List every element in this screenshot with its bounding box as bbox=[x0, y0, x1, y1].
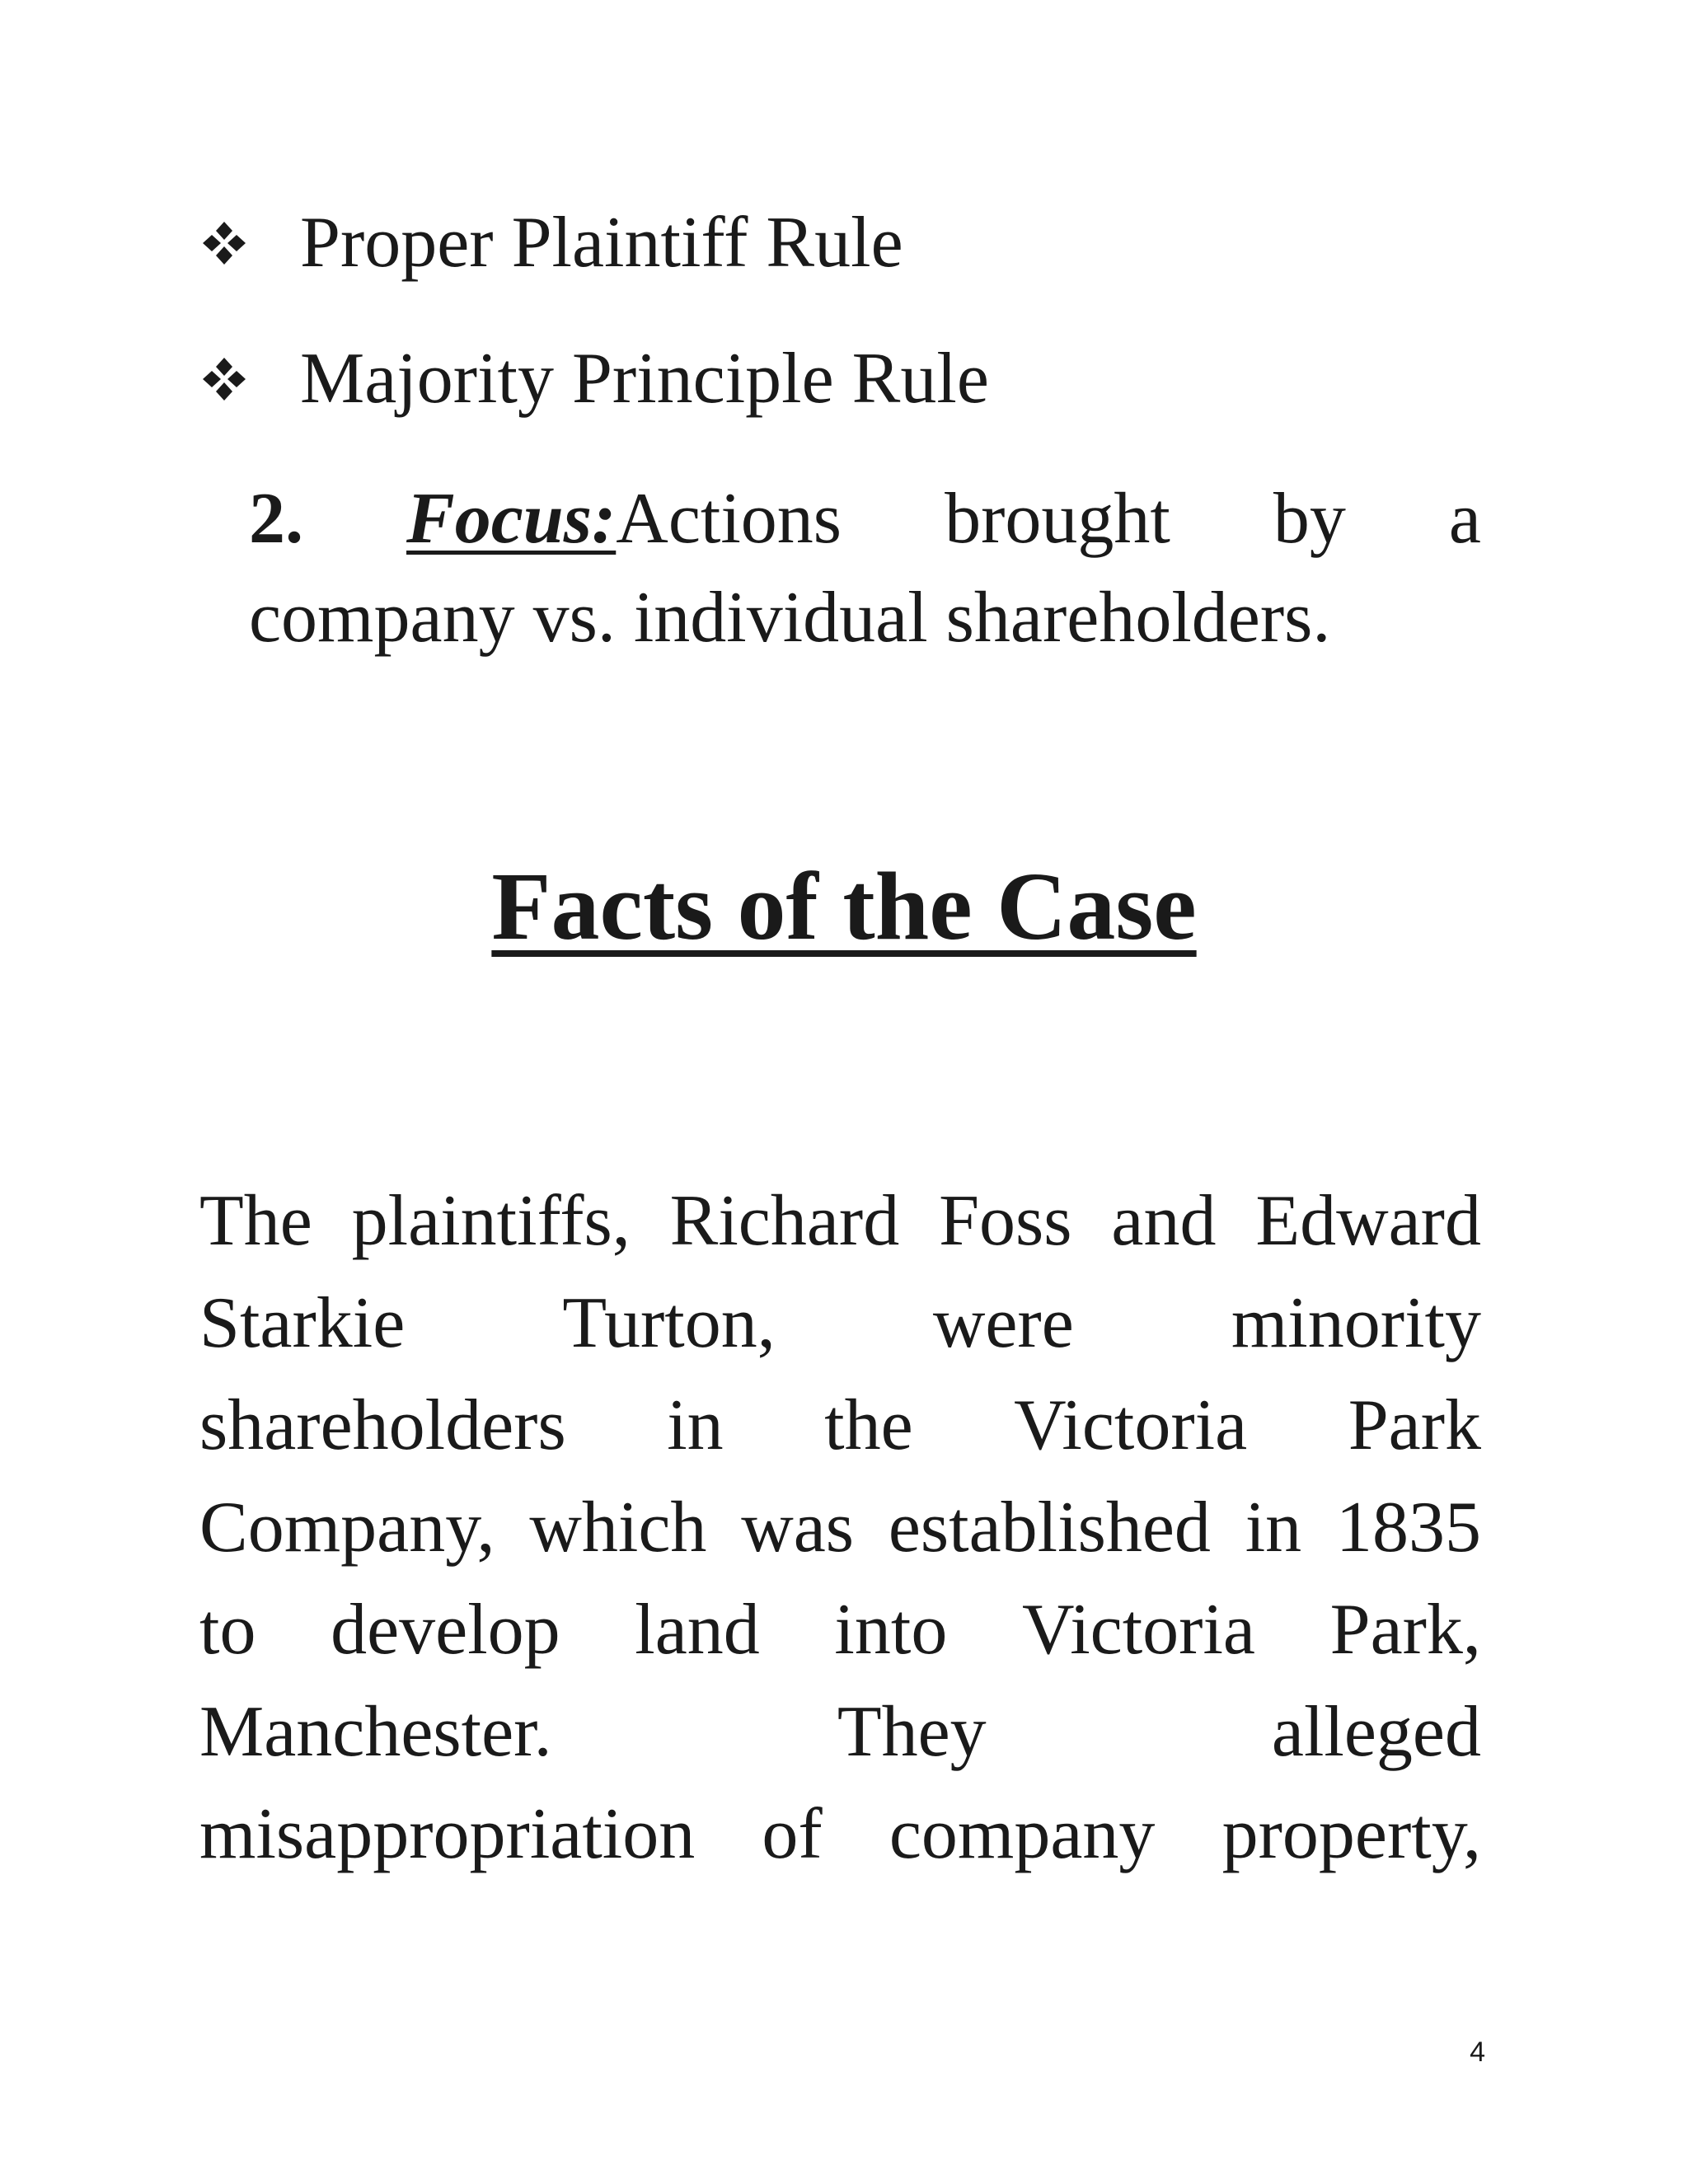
word: 1835 bbox=[1335, 1488, 1481, 1568]
word: company bbox=[889, 1794, 1156, 1874]
four-diamond-icon bbox=[199, 354, 249, 404]
word: shareholders bbox=[199, 1385, 566, 1465]
word: in bbox=[667, 1385, 724, 1465]
focus-line-2: company vs. individual shareholders. bbox=[249, 578, 1331, 658]
word: Richard bbox=[669, 1181, 900, 1261]
word: Park bbox=[1348, 1385, 1481, 1465]
focus-label: Focus: bbox=[406, 479, 617, 559]
word: plaintiffs, bbox=[351, 1181, 631, 1261]
item-number: 2. bbox=[249, 479, 303, 559]
word: into bbox=[834, 1590, 948, 1670]
word: was bbox=[741, 1488, 855, 1568]
focus-word: Actions bbox=[616, 479, 842, 559]
paragraph-line bbox=[199, 1579, 1481, 1681]
word: They bbox=[837, 1692, 987, 1772]
word: established bbox=[888, 1488, 1211, 1568]
word: Victoria bbox=[1021, 1590, 1255, 1670]
word: alleged bbox=[1271, 1692, 1481, 1772]
word: develop bbox=[331, 1590, 560, 1670]
word: in bbox=[1245, 1488, 1302, 1568]
word: Victoria bbox=[1014, 1385, 1248, 1465]
paragraph-line bbox=[199, 1783, 1481, 1886]
bullet-item bbox=[199, 334, 989, 424]
page-number: 4 bbox=[1470, 2036, 1485, 2068]
word: and bbox=[1111, 1181, 1217, 1261]
word: Edward bbox=[1255, 1181, 1481, 1261]
paragraph-line bbox=[199, 1681, 1481, 1783]
paragraph-line bbox=[199, 1375, 1481, 1477]
paragraph-line bbox=[199, 1272, 1481, 1375]
word: Company, bbox=[199, 1488, 495, 1568]
bullet-item bbox=[199, 198, 903, 288]
word: Starkie bbox=[199, 1283, 406, 1363]
focus-word: brought bbox=[945, 479, 1170, 559]
word: land bbox=[635, 1590, 760, 1670]
word: Foss bbox=[939, 1181, 1072, 1261]
word: Turton, bbox=[562, 1283, 776, 1363]
bullet-text: Proper Plaintiff Rule bbox=[300, 203, 903, 283]
word: to bbox=[199, 1590, 256, 1670]
word: minority bbox=[1231, 1283, 1481, 1363]
word: were bbox=[932, 1283, 1074, 1363]
facts-paragraph bbox=[199, 1170, 1481, 1886]
focus-word: by bbox=[1273, 479, 1346, 559]
word: of bbox=[762, 1794, 823, 1874]
word: misappropriation bbox=[199, 1794, 696, 1874]
section-heading-text: Facts of the Case bbox=[491, 852, 1197, 960]
four-diamond-icon bbox=[199, 218, 249, 268]
word: Park, bbox=[1329, 1590, 1481, 1670]
focus-line-1 bbox=[249, 470, 1481, 569]
word: Manchester. bbox=[199, 1692, 552, 1772]
focus-item bbox=[249, 470, 1481, 668]
paragraph-line bbox=[199, 1170, 1481, 1272]
paragraph-line bbox=[199, 1477, 1481, 1579]
word: property, bbox=[1221, 1794, 1481, 1874]
word: the bbox=[824, 1385, 913, 1465]
focus-word: a bbox=[1448, 479, 1481, 559]
section-heading bbox=[0, 849, 1688, 964]
word: which bbox=[529, 1488, 707, 1568]
bullet-text: Majority Principle Rule bbox=[300, 339, 989, 419]
word: The bbox=[199, 1181, 312, 1261]
